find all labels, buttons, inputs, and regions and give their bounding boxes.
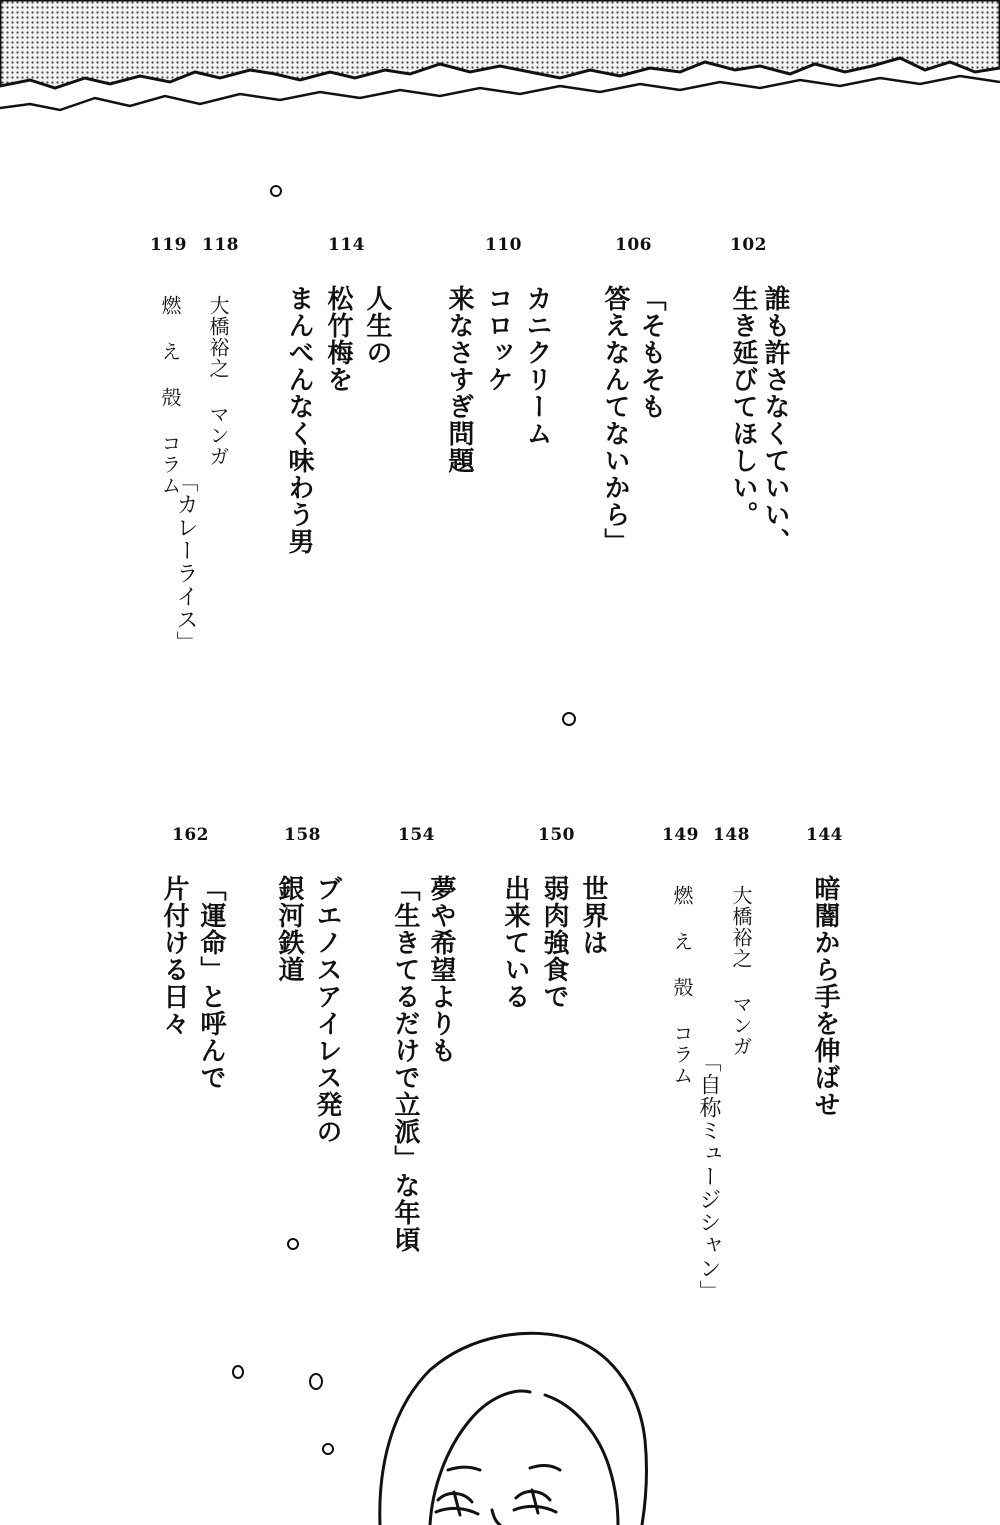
contents-section-2 [0,825,1000,1303]
page-number: 118 [202,235,239,255]
entry-title-line: 弱肉強食で [539,875,569,1010]
page-number: 149 [662,825,699,845]
entry-author-line: 大橋裕之 マンガ [729,885,753,1057]
entry-author-line: 大橋裕之 マンガ [206,295,230,467]
entry-title-line: 人生の [362,285,392,366]
page-number: 106 [615,235,652,255]
page-number: 144 [806,825,843,845]
entry-title-line: 来なさすぎ問題 [444,285,474,474]
entry-author-line: 燃 え 殻 コラム [670,885,694,1086]
page-number: 150 [538,825,575,845]
contents-section-1 [0,235,1000,715]
page-number: 154 [398,825,435,845]
face-illustration [360,1300,680,1525]
entry-author-line: 燃 え 殻 コラム [158,295,182,496]
page-number: 158 [284,825,321,845]
entry-title-line: 出来ている [500,875,530,1010]
entry-title-line: 「カレーライス」 [173,470,198,654]
entry-title-line: 世界は [578,875,608,956]
entry-title-line: 松竹梅を [323,285,353,393]
decorative-circle [232,1365,244,1379]
entry-title-line: 「自称ミュージシャン」 [696,1050,721,1303]
entry-title-line: ブエノスアイレス発の [312,875,342,1145]
entry-title-line: 生き延びてほしい。 [728,285,758,528]
decorative-circle [270,185,282,197]
decorative-circle [309,1373,323,1390]
page-number: 162 [172,825,209,845]
entry-title-line: コロッケ [483,285,513,393]
entry-title-line: まんべんなく味わう男 [284,285,314,555]
entry-title-line: 答えなんてないから」 [600,285,630,555]
page-number: 119 [150,235,187,255]
top-decorative-band [0,0,1000,125]
entry-title-line: 暗闇から手を伸ばせ [810,875,840,1118]
entry-title-line: 「そもそも [636,285,666,420]
entry-title-line: 「生きてるだけで立派」な年頃 [390,875,420,1253]
decorative-circle [322,1443,334,1455]
entry-title-line: 誰も許さなくていい、 [760,285,790,555]
page-number: 110 [485,235,522,255]
page-number: 102 [730,235,767,255]
entry-title-line: カニクリーム [522,285,552,447]
page-number: 148 [713,825,750,845]
page-number: 114 [328,235,365,255]
entry-title-line: 夢や希望よりも [426,875,456,1064]
entry-title-line: 「運命」と呼んで [196,875,226,1091]
entry-title-line: 片付ける日々 [159,875,189,1037]
entry-title-line: 銀河鉄道 [274,875,304,983]
